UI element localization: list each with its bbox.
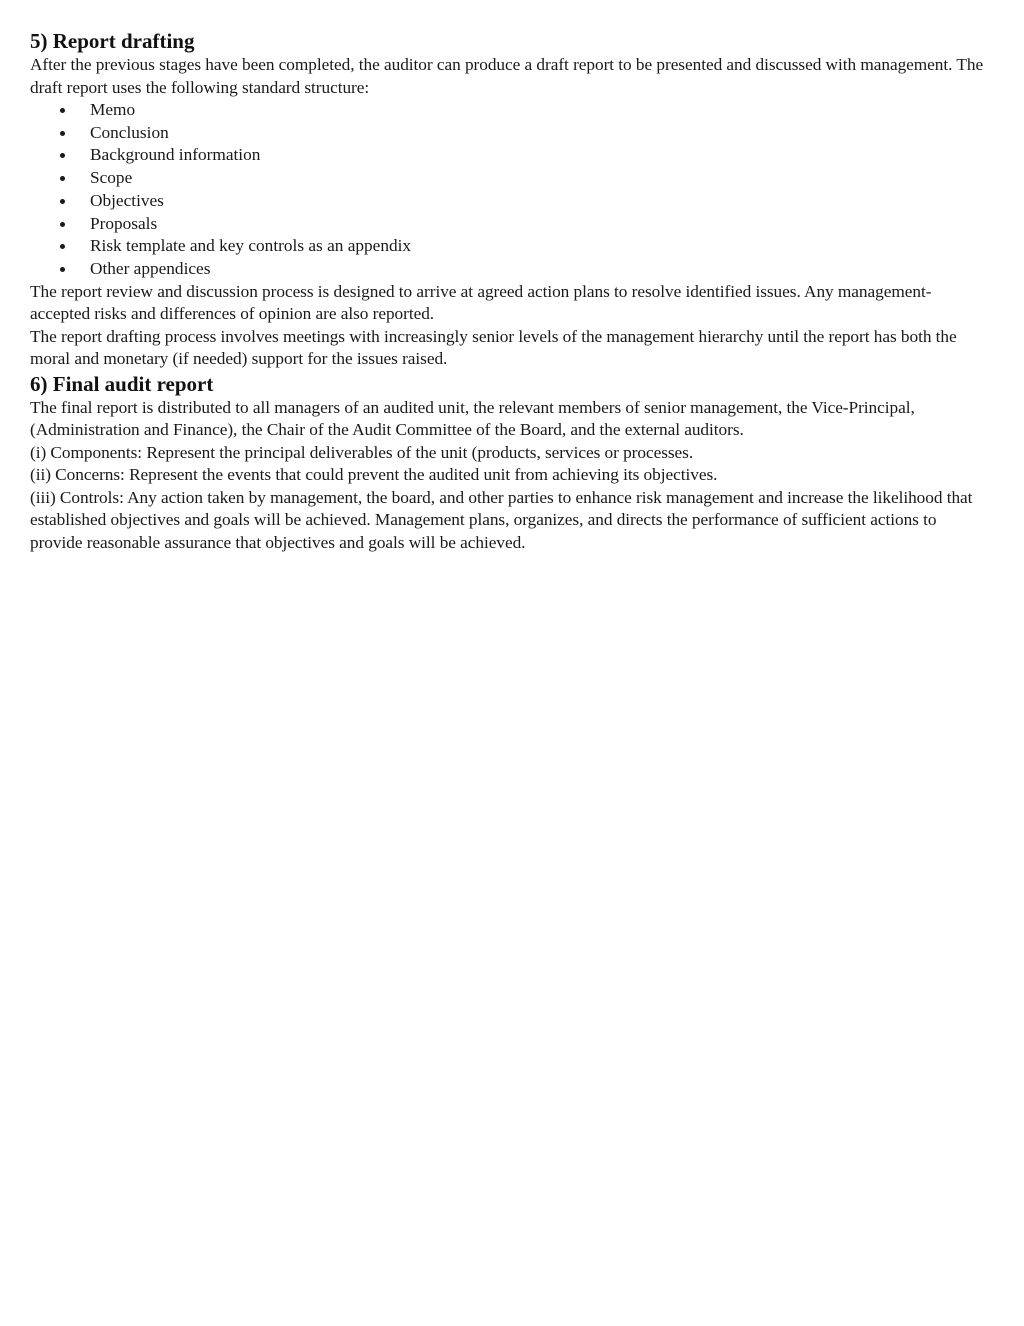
list-item: Objectives xyxy=(90,190,990,213)
controls-paragraph: (iii) Controls: Any action taken by management, the board, and other parties to enhance risk management and increase the likelihood that established objectives and goals will be achieved. Management plans, organizes, and directs the performance of sufficient actions to provide reasonable assurance that objectives and goals will be achieved. xyxy=(30,487,973,552)
bullet-icon xyxy=(60,222,65,227)
list-item: Conclusion xyxy=(90,122,990,145)
drafting-process-paragraph: The report drafting process involves meetings with increasingly senior levels of the management hierarchy until the report has both the moral and monetary (if needed) support for the issues raised. xyxy=(30,326,957,369)
distribution-paragraph: The final report is distributed to all managers of an audited unit, the relevant members of senior management, the Vice-Principal, (Administration and Finance), the Chair of the Audit Committee of the Board, and the external auditors. xyxy=(30,397,915,440)
report-structure-list xyxy=(30,99,990,281)
list-item: Memo xyxy=(90,99,990,122)
list-item: Scope xyxy=(90,167,990,190)
document-page xyxy=(30,28,990,554)
bullet-icon xyxy=(60,244,65,249)
concerns-paragraph: (ii) Concerns: Represent the events that could prevent the audited unit from achieving its objectives. xyxy=(30,465,718,485)
bullet-icon xyxy=(60,176,65,181)
components-paragraph: (i) Components: Represent the principal deliverables of the unit (products, services or processes. xyxy=(30,442,694,462)
section-6-heading: 6) Final audit report xyxy=(30,371,214,396)
list-item: Background information xyxy=(90,144,990,167)
review-paragraph: The report review and discussion process is designed to arrive at agreed action plans to resolve identified issues. Any management-accepted risks and differences of opinion are also reported. xyxy=(30,281,932,324)
list-item: Proposals xyxy=(90,213,990,236)
list-item: Other appendices xyxy=(90,258,990,281)
list-item: Risk template and key controls as an appendix xyxy=(90,235,990,258)
bullet-icon xyxy=(60,267,65,272)
section-5-heading: 5) Report drafting xyxy=(30,29,195,53)
bullet-icon xyxy=(60,153,65,158)
bullet-icon xyxy=(60,131,65,136)
bullet-icon xyxy=(60,199,65,204)
section-5-intro: After the previous stages have been completed, the auditor can produce a draft report to be presented and discussed with management. The draft report uses the following standard structure: xyxy=(30,55,984,97)
bullet-icon xyxy=(60,108,65,113)
